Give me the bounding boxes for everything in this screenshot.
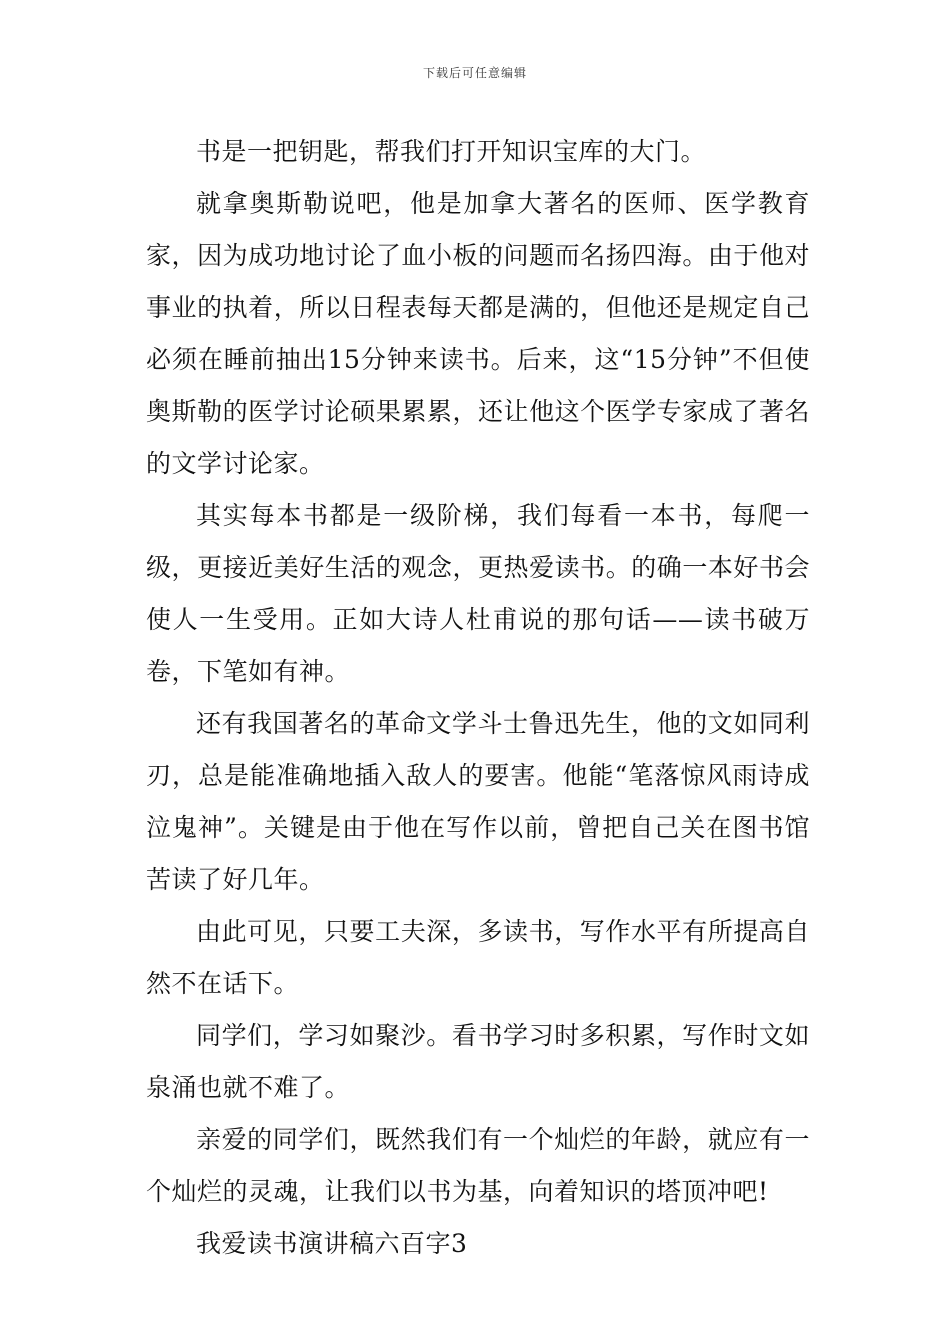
- paragraph-ladder: 其实每本书都是一级阶梯，我们每看一本书，每爬一级，更接近美好生活的观念，更热爱读书。的确一本好书会使人一生受用。正如大诗人杜甫说的那句话——读书破万卷，下笔如有神。: [146, 501, 810, 686]
- paragraph-conclusion: 由此可见，只要工夫深，多读书，写作水平有所提高自然不在话下。: [146, 917, 810, 998]
- section-heading-next: 我爱读书演讲稿六百字3: [196, 1229, 468, 1258]
- paragraph-call-to-action: 亲爱的同学们，既然我们有一个灿烂的年龄，就应有一个灿烂的灵魂，让我们以书为基，向着知识的塔顶冲吧!: [146, 1125, 810, 1206]
- paragraph-intro: 书是一把钥匙，帮我们打开知识宝库的大门。: [196, 137, 707, 166]
- paragraph-osler: 就拿奥斯勒说吧，他是加拿大著名的医师、医学教育家，因为成功地讨论了血小板的问题而名扬四海。由于他对事业的执着，所以日程表每天都是满的，但他还是规定自己必须在睡前抽出15分钟来读书。后来，这“15分钟”不但使奥斯勒的医学讨论硕果累累，还让他这个医学专家成了著名的文学讨论家。: [146, 189, 810, 478]
- page-header-note: 下载后可任意编辑: [422, 66, 527, 80]
- paragraph-luxun: 还有我国著名的革命文学斗士鲁迅先生，他的文如同利刃，总是能准确地插入敌人的要害。他能“笔落惊风雨诗成泣鬼神”。关键是由于他在写作以前，曾把自己关在图书馆苦读了好几年。: [146, 709, 810, 894]
- document-body: [146, 126, 810, 1270]
- paragraph-accumulate: 同学们，学习如聚沙。看书学习时多积累，写作时文如泉涌也就不难了。: [146, 1021, 810, 1102]
